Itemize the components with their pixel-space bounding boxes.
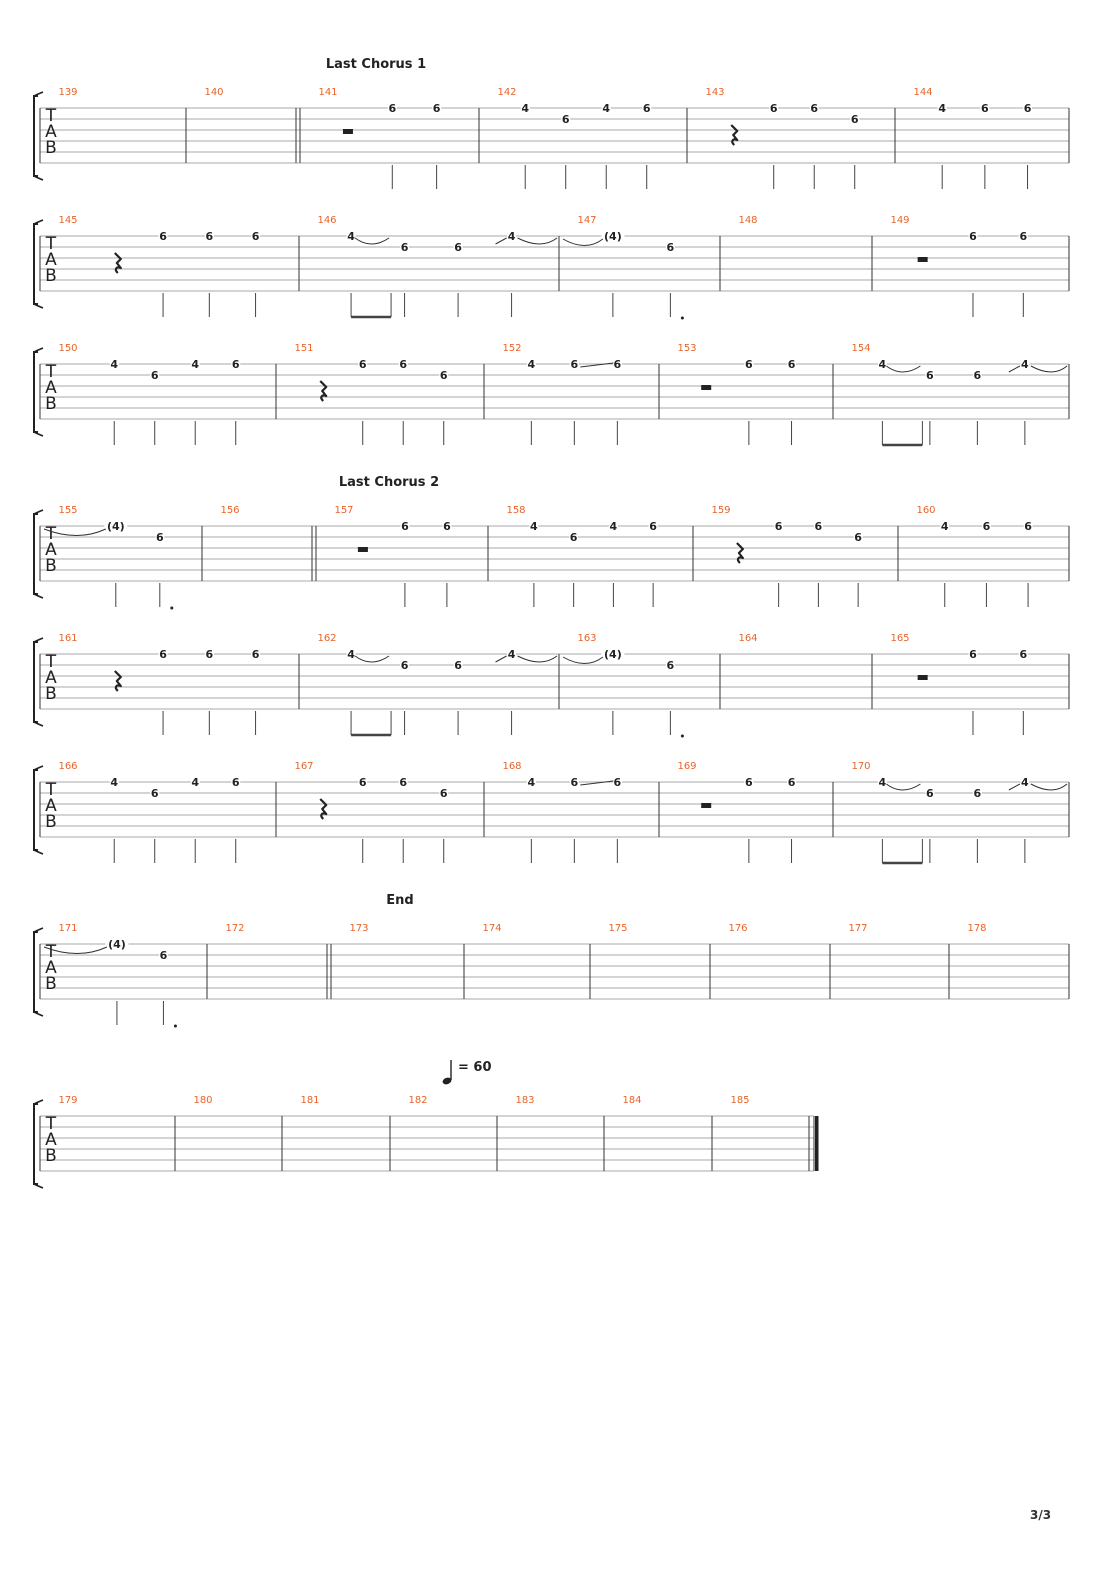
bracket-hook-bottom bbox=[34, 850, 43, 854]
measure-number: 171 bbox=[58, 923, 78, 934]
tab-clef-letter: B bbox=[45, 556, 57, 576]
measure bbox=[58, 1095, 77, 1106]
fret-number: 6 bbox=[399, 358, 408, 371]
tab-clef-letter: T bbox=[45, 234, 57, 254]
measure bbox=[730, 1095, 749, 1106]
measure bbox=[349, 923, 368, 934]
tie-arc bbox=[1031, 784, 1067, 790]
half-rest-icon bbox=[701, 385, 711, 390]
fret-number: 6 bbox=[969, 648, 977, 661]
system-bracket bbox=[34, 1104, 38, 1184]
fret-number: 6 bbox=[443, 520, 451, 533]
fret-number: 6 bbox=[854, 531, 862, 544]
measure-number: 170 bbox=[851, 761, 871, 772]
fret-number: 6 bbox=[774, 520, 783, 533]
measure-number: 148 bbox=[738, 215, 758, 226]
fret-number: 6 bbox=[159, 949, 168, 962]
dot-icon bbox=[681, 317, 684, 320]
tab-clef-letter: A bbox=[45, 378, 57, 398]
measure-number: 184 bbox=[622, 1095, 642, 1106]
quarter-rest-icon bbox=[115, 671, 121, 691]
measure-number: 154 bbox=[851, 343, 871, 354]
tab-clef-letter: B bbox=[45, 684, 57, 704]
tab-clef-letter: A bbox=[45, 1130, 57, 1150]
fret-number: 4 bbox=[521, 102, 530, 115]
fret-number: 4 bbox=[527, 776, 536, 789]
measure-number: 163 bbox=[577, 633, 597, 644]
measure-number: 174 bbox=[482, 923, 502, 934]
measure-number: 180 bbox=[193, 1095, 213, 1106]
measure bbox=[497, 87, 651, 189]
fret-number: 6 bbox=[1019, 230, 1028, 243]
tab-clef-letter: T bbox=[45, 780, 57, 800]
tab-clef-letter: A bbox=[45, 122, 57, 142]
measure-number: 150 bbox=[58, 343, 78, 354]
measure bbox=[334, 505, 451, 607]
fret-number: 6 bbox=[205, 648, 214, 661]
bracket-hook-top bbox=[34, 766, 43, 770]
bracket-hook-bottom bbox=[34, 432, 43, 436]
measure-number: 166 bbox=[58, 761, 78, 772]
quarter-rest-icon bbox=[320, 381, 326, 401]
fret-number: 4 bbox=[347, 648, 355, 661]
measure bbox=[913, 87, 1032, 189]
tab-clef-letter: A bbox=[45, 540, 57, 560]
section-label: Last Chorus 2 bbox=[338, 475, 440, 490]
tie-arc bbox=[355, 656, 389, 662]
tab-clef-letter: B bbox=[45, 394, 57, 414]
tab-clef-letter: T bbox=[45, 106, 57, 126]
tab-clef-letter: B bbox=[45, 266, 57, 286]
fret-number: 6 bbox=[159, 230, 167, 243]
bracket-hook-top bbox=[34, 510, 43, 514]
system-bracket bbox=[34, 96, 38, 176]
measure-number: 147 bbox=[577, 215, 597, 226]
tab-clef-letter: A bbox=[45, 250, 57, 270]
tab-staff bbox=[34, 57, 1069, 189]
tab-staff bbox=[34, 343, 1069, 445]
measure-number: 183 bbox=[515, 1095, 535, 1106]
fret-number: 6 bbox=[1024, 520, 1032, 533]
measure-number: 152 bbox=[502, 343, 522, 354]
measure bbox=[294, 343, 448, 445]
measure bbox=[220, 505, 239, 516]
measure-number: 172 bbox=[225, 923, 245, 934]
measure bbox=[622, 1095, 641, 1106]
fret-number: 6 bbox=[358, 776, 367, 789]
fret-number: 6 bbox=[400, 241, 409, 254]
fret-number: 6 bbox=[850, 113, 859, 126]
fret-number: 6 bbox=[613, 776, 622, 789]
fret-number: 6 bbox=[251, 230, 260, 243]
fret-number: 6 bbox=[432, 102, 441, 115]
tab-staff bbox=[34, 215, 1069, 320]
measure-number: 185 bbox=[730, 1095, 750, 1106]
tab-staff bbox=[34, 761, 1069, 863]
measure bbox=[317, 215, 557, 317]
fret-number: 6 bbox=[231, 776, 240, 789]
measure-number: 145 bbox=[58, 215, 78, 226]
measure-number: 167 bbox=[294, 761, 314, 772]
system-bracket bbox=[34, 224, 38, 304]
final-barline-thick bbox=[815, 1116, 819, 1171]
measure-number: 157 bbox=[334, 505, 354, 516]
tab-staff bbox=[34, 633, 1069, 738]
measure bbox=[563, 633, 684, 738]
fret-number: (4) bbox=[108, 938, 126, 951]
fret-number: 6 bbox=[814, 520, 823, 533]
measure bbox=[506, 505, 657, 607]
bracket-hook-top bbox=[34, 928, 43, 932]
fret-number: 6 bbox=[454, 659, 462, 672]
fret-number: 6 bbox=[454, 241, 462, 254]
tab-clef-letter: B bbox=[45, 138, 57, 158]
slide-line bbox=[496, 656, 507, 662]
fret-number: 4 bbox=[507, 230, 516, 243]
half-rest-icon bbox=[918, 675, 928, 680]
system-bracket bbox=[34, 642, 38, 722]
measure bbox=[318, 87, 441, 189]
measure-number: 173 bbox=[349, 923, 369, 934]
tempo-marking bbox=[442, 1060, 492, 1086]
bracket-hook-bottom bbox=[34, 594, 43, 598]
measure-number: 143 bbox=[705, 87, 725, 98]
tab-staff bbox=[34, 893, 1069, 1028]
fret-number: 4 bbox=[878, 776, 887, 789]
section-label: Last Chorus 1 bbox=[325, 57, 427, 72]
measure-number: 149 bbox=[890, 215, 910, 226]
section-label: End bbox=[386, 893, 414, 908]
fret-number: 6 bbox=[926, 369, 934, 382]
measure bbox=[317, 633, 557, 735]
fret-number: 6 bbox=[981, 102, 989, 115]
measure-number: 144 bbox=[913, 87, 933, 98]
tie-arc bbox=[355, 238, 389, 244]
fret-number: 6 bbox=[401, 520, 409, 533]
measure bbox=[58, 215, 260, 317]
fret-number: 4 bbox=[878, 358, 887, 371]
quarter-rest-icon bbox=[115, 253, 121, 273]
tie-arc bbox=[886, 366, 920, 372]
fret-number: 6 bbox=[570, 776, 579, 789]
fret-number: 6 bbox=[613, 358, 622, 371]
measure-number: 139 bbox=[58, 87, 78, 98]
measure bbox=[58, 761, 240, 863]
measure-number: 158 bbox=[506, 505, 526, 516]
bracket-hook-bottom bbox=[34, 176, 43, 180]
measure-number: 181 bbox=[300, 1095, 320, 1106]
fret-number: 6 bbox=[251, 648, 260, 661]
fret-number: 4 bbox=[347, 230, 355, 243]
half-rest-icon bbox=[343, 129, 353, 134]
fret-number: 6 bbox=[150, 369, 159, 382]
fret-number: 6 bbox=[642, 102, 651, 115]
half-rest-icon bbox=[701, 803, 711, 808]
tab-clef-letter: T bbox=[45, 524, 57, 544]
dot-icon bbox=[174, 1025, 177, 1028]
tab-clef-letter: B bbox=[45, 974, 57, 994]
measure bbox=[677, 761, 796, 863]
tie-arc bbox=[1031, 366, 1067, 372]
fret-number: 4 bbox=[602, 102, 611, 115]
measure-number: 153 bbox=[677, 343, 697, 354]
fret-number: 6 bbox=[745, 358, 753, 371]
measure bbox=[851, 343, 1067, 445]
measure-number: 141 bbox=[318, 87, 338, 98]
measure-number: 151 bbox=[294, 343, 314, 354]
fret-number: 4 bbox=[938, 102, 947, 115]
measure bbox=[44, 923, 177, 1028]
dot-icon bbox=[170, 607, 173, 610]
measure-number: 168 bbox=[502, 761, 522, 772]
fret-number: 4 bbox=[507, 648, 516, 661]
dot-icon bbox=[681, 735, 684, 738]
fret-number: 4 bbox=[1021, 776, 1029, 789]
measure-number: 164 bbox=[738, 633, 758, 644]
fret-number: 6 bbox=[1023, 102, 1032, 115]
fret-number: 6 bbox=[561, 113, 570, 126]
measure bbox=[300, 1095, 319, 1106]
fret-number: 6 bbox=[787, 776, 796, 789]
measure bbox=[677, 343, 796, 445]
measure-number: 155 bbox=[58, 505, 78, 516]
measure-number: 160 bbox=[916, 505, 936, 516]
slide-line bbox=[496, 238, 507, 244]
bracket-hook-top bbox=[34, 92, 43, 96]
measure bbox=[851, 761, 1067, 863]
bracket-hook-top bbox=[34, 220, 43, 224]
fret-number: 6 bbox=[205, 230, 214, 243]
fret-number: 6 bbox=[570, 358, 579, 371]
measure-number: 156 bbox=[220, 505, 240, 516]
fret-number: 6 bbox=[745, 776, 753, 789]
bracket-hook-top bbox=[34, 348, 43, 352]
fret-number: 6 bbox=[399, 776, 408, 789]
measure bbox=[408, 1095, 427, 1106]
fret-number: 4 bbox=[609, 520, 618, 533]
tab-clef-letter: A bbox=[45, 958, 57, 978]
measure bbox=[608, 923, 627, 934]
measure-number: 169 bbox=[677, 761, 697, 772]
measure bbox=[193, 1095, 212, 1106]
bracket-hook-top bbox=[34, 1100, 43, 1104]
measure bbox=[482, 923, 501, 934]
measure bbox=[916, 505, 1032, 607]
fret-number: 4 bbox=[527, 358, 536, 371]
fret-number: 6 bbox=[439, 369, 448, 382]
fret-number: 6 bbox=[787, 358, 796, 371]
fret-number: 6 bbox=[769, 102, 778, 115]
fret-number: 6 bbox=[649, 520, 657, 533]
measure-number: 182 bbox=[408, 1095, 428, 1106]
half-rest-icon bbox=[358, 547, 368, 552]
measure-number: 165 bbox=[890, 633, 910, 644]
measure bbox=[502, 761, 621, 863]
fret-number: 4 bbox=[110, 776, 119, 789]
tie-arc bbox=[563, 239, 603, 246]
fret-number: 4 bbox=[110, 358, 119, 371]
fret-number: 6 bbox=[155, 531, 164, 544]
bracket-hook-bottom bbox=[34, 304, 43, 308]
fret-number: 4 bbox=[191, 776, 200, 789]
fret-number: (4) bbox=[604, 648, 622, 661]
measure-number: 161 bbox=[58, 633, 78, 644]
half-rest-icon bbox=[918, 257, 928, 262]
fret-number: 6 bbox=[969, 230, 977, 243]
bracket-hook-bottom bbox=[34, 722, 43, 726]
system-bracket bbox=[34, 352, 38, 432]
measure bbox=[848, 923, 867, 934]
fret-number: 6 bbox=[400, 659, 409, 672]
quarter-rest-icon bbox=[320, 799, 326, 819]
measure bbox=[738, 215, 757, 226]
fret-number: 6 bbox=[388, 102, 397, 115]
measure bbox=[890, 215, 1027, 317]
tab-clef-letter: A bbox=[45, 668, 57, 688]
measure-number: 177 bbox=[848, 923, 868, 934]
measure bbox=[728, 923, 747, 934]
measure-number: 159 bbox=[711, 505, 731, 516]
tab-clef-letter: B bbox=[45, 1146, 57, 1166]
measure-number: 140 bbox=[204, 87, 224, 98]
tab-staff bbox=[34, 1060, 819, 1188]
slide-line bbox=[1009, 366, 1020, 372]
tab-clef-letter: T bbox=[45, 1114, 57, 1134]
tie-arc bbox=[518, 238, 557, 244]
measure bbox=[58, 633, 260, 735]
measure-number: 179 bbox=[58, 1095, 78, 1106]
tab-clef-letter: T bbox=[45, 362, 57, 382]
fret-number: 6 bbox=[231, 358, 240, 371]
slide-line bbox=[1009, 784, 1020, 790]
measure-number: 176 bbox=[728, 923, 748, 934]
measure-number: 146 bbox=[317, 215, 337, 226]
system-bracket bbox=[34, 514, 38, 594]
quarter-rest-icon bbox=[731, 125, 737, 145]
tab-clef-letter: T bbox=[45, 652, 57, 672]
fret-number: 6 bbox=[810, 102, 819, 115]
measure bbox=[563, 215, 684, 320]
bracket-hook-bottom bbox=[34, 1184, 43, 1188]
tab-staff bbox=[34, 475, 1069, 610]
tie-arc bbox=[518, 656, 557, 662]
fret-number: 6 bbox=[926, 787, 934, 800]
system-bracket bbox=[34, 770, 38, 850]
page-number: 3/3 bbox=[1030, 1508, 1052, 1522]
measure bbox=[705, 87, 859, 189]
fret-number: 4 bbox=[191, 358, 200, 371]
fret-number: (4) bbox=[106, 520, 125, 533]
measure bbox=[890, 633, 1027, 735]
fret-number: 6 bbox=[1019, 648, 1028, 661]
tie-arc bbox=[886, 784, 920, 790]
fret-number: 4 bbox=[1021, 358, 1029, 371]
measure bbox=[44, 505, 173, 610]
measure bbox=[967, 923, 986, 934]
fret-number: 4 bbox=[940, 520, 949, 533]
measure bbox=[502, 343, 621, 445]
tab-clef-letter: T bbox=[45, 942, 57, 962]
bracket-hook-bottom bbox=[34, 1012, 43, 1016]
fret-number: 6 bbox=[569, 531, 578, 544]
measure bbox=[515, 1095, 534, 1106]
fret-number: 6 bbox=[439, 787, 448, 800]
measure-number: 178 bbox=[967, 923, 987, 934]
bracket-hook-top bbox=[34, 638, 43, 642]
tab-clef-letter: A bbox=[45, 796, 57, 816]
fret-number: 6 bbox=[150, 787, 159, 800]
measure-number: 175 bbox=[608, 923, 628, 934]
tempo-text: = 60 bbox=[458, 1060, 492, 1075]
fret-number: 6 bbox=[982, 520, 991, 533]
fret-number: 4 bbox=[530, 520, 538, 533]
measure bbox=[58, 343, 240, 445]
measure bbox=[225, 923, 244, 934]
fret-number: (4) bbox=[604, 230, 622, 243]
fret-number: 6 bbox=[666, 659, 675, 672]
measure bbox=[204, 87, 223, 98]
fret-number: 6 bbox=[973, 369, 982, 382]
quarter-rest-icon bbox=[737, 543, 743, 563]
measure bbox=[711, 505, 862, 607]
fret-number: 6 bbox=[159, 648, 167, 661]
fret-number: 6 bbox=[666, 241, 675, 254]
tie-arc bbox=[563, 657, 603, 664]
measure-number: 142 bbox=[497, 87, 517, 98]
fret-number: 6 bbox=[358, 358, 367, 371]
measure-number: 162 bbox=[317, 633, 337, 644]
fret-number: 6 bbox=[973, 787, 982, 800]
measure bbox=[738, 633, 757, 644]
measure bbox=[58, 87, 77, 98]
tab-clef-letter: B bbox=[45, 812, 57, 832]
system-bracket bbox=[34, 932, 38, 1012]
measure bbox=[294, 761, 448, 863]
